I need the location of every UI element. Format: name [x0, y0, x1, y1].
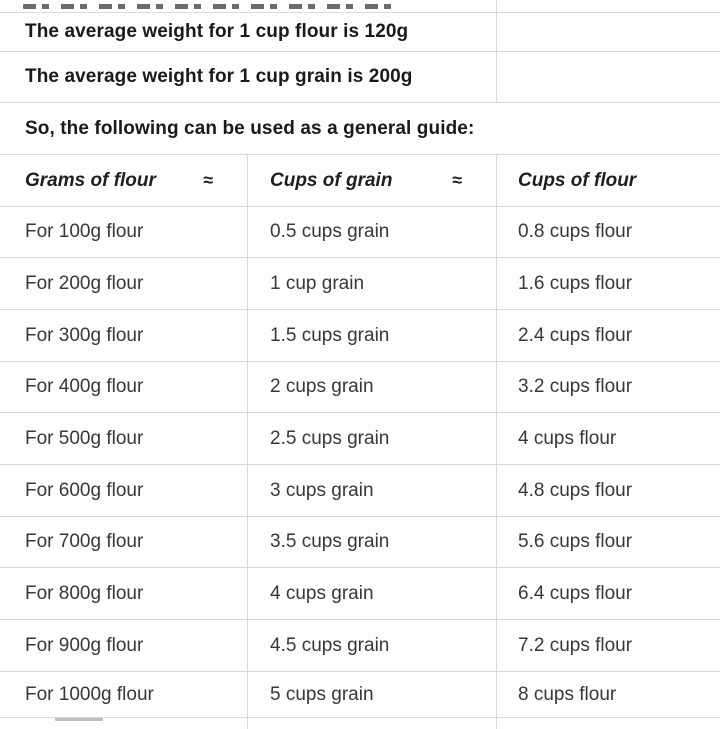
cell-cups-grain	[248, 568, 497, 619]
header-cups-of-grain-label: Cups of grain	[270, 169, 393, 191]
table-row-200g	[0, 258, 720, 310]
cell-cups-flour	[497, 310, 720, 361]
note-row-grain-weight	[0, 52, 720, 103]
table-row-800g	[0, 568, 720, 620]
cell-cups-grain	[248, 620, 497, 671]
grams-value: For 900g flour	[25, 634, 144, 656]
cell-grams	[0, 620, 248, 671]
note-cell-grain-empty	[497, 52, 720, 102]
cups-grain-value: 3 cups grain	[270, 479, 374, 501]
guide-note-row	[0, 103, 720, 155]
note-cell-grain-weight	[0, 52, 497, 102]
cell-cups-flour	[497, 517, 720, 567]
cell-cups-flour	[497, 465, 720, 516]
cups-grain-value: 0.5 cups grain	[270, 221, 390, 242]
table-row-100g	[0, 207, 720, 258]
cell-cups-flour	[497, 207, 720, 257]
cups-grain-value: 1.5 cups grain	[270, 324, 390, 346]
note-cell-flour-empty	[497, 13, 720, 51]
approx-equal-symbol: ≈	[452, 170, 462, 190]
flour-weight-note-text: The average weight for 1 cup flour is 120g	[25, 21, 409, 42]
cups-flour-value: 4.8 cups flour	[518, 479, 633, 501]
cell-cups-grain	[248, 310, 497, 361]
cell-cups-flour	[497, 362, 720, 412]
cups-flour-value: 2.4 cups flour	[518, 324, 633, 346]
cell-cups-grain	[248, 258, 497, 309]
cropped-text-sliver-top	[23, 4, 403, 9]
remnant-top-left-cell	[0, 0, 497, 12]
table-row-400g	[0, 362, 720, 413]
cell-grams	[0, 672, 248, 717]
table-row-500g	[0, 413, 720, 465]
cups-flour-value: 3.2 cups flour	[518, 376, 633, 397]
cell-grams	[0, 310, 248, 361]
header-cups-of-flour-label: Cups of flour	[518, 169, 637, 191]
guide-note-text: So, the following can be used as a general guide:	[25, 117, 475, 139]
cell-cups-flour	[497, 672, 720, 717]
cell-cups-flour	[497, 620, 720, 671]
cups-grain-value: 4 cups grain	[270, 582, 374, 604]
cups-grain-value: 3.5 cups grain	[270, 531, 390, 552]
cell-grams	[0, 517, 248, 567]
table-row-700g	[0, 517, 720, 568]
cell-grams	[0, 568, 248, 619]
header-cell-cups-of-grain	[248, 155, 497, 206]
cell-cups-grain	[248, 517, 497, 567]
grams-value: For 400g flour	[25, 376, 144, 397]
note-cell-flour-weight	[0, 13, 497, 51]
table-row-600g	[0, 465, 720, 517]
cell-cups-grain	[248, 362, 497, 412]
cups-grain-value: 5 cups grain	[270, 683, 374, 705]
cups-grain-value: 1 cup grain	[270, 272, 365, 294]
cups-flour-value: 5.6 cups flour	[518, 531, 633, 552]
header-cell-cups-of-flour	[497, 155, 720, 206]
cups-grain-value: 4.5 cups grain	[270, 634, 390, 656]
grams-value: For 700g flour	[25, 531, 144, 552]
cell-grams	[0, 207, 248, 257]
cell-cups-grain	[248, 465, 497, 516]
guide-note-cell	[0, 103, 720, 154]
grams-value: For 800g flour	[25, 582, 144, 604]
cropped-row-remnant-bottom	[0, 718, 720, 729]
cell-cups-flour	[497, 258, 720, 309]
grams-value: For 100g flour	[25, 221, 144, 242]
remnant-bottom-cell-3	[497, 718, 720, 729]
table-row-300g	[0, 310, 720, 362]
cropped-row-remnant-top	[0, 0, 720, 13]
grams-value: For 200g flour	[25, 272, 144, 294]
cell-cups-flour	[497, 568, 720, 619]
remnant-bottom-cell-2	[248, 718, 497, 729]
approx-equal-symbol: ≈	[203, 170, 213, 190]
table-header-row	[0, 155, 720, 207]
remnant-top-right-cell	[497, 0, 720, 12]
cups-grain-value: 2 cups grain	[270, 376, 374, 397]
cups-flour-value: 6.4 cups flour	[518, 582, 633, 604]
grams-value: For 1000g flour	[25, 683, 154, 705]
cell-cups-flour	[497, 413, 720, 464]
grams-value: For 300g flour	[25, 324, 144, 346]
cropped-text-sliver-bottom	[55, 718, 103, 721]
note-row-flour-weight	[0, 13, 720, 52]
cups-flour-value: 4 cups flour	[518, 427, 617, 449]
grams-value: For 500g flour	[25, 427, 144, 449]
cups-grain-value: 2.5 cups grain	[270, 427, 390, 449]
cups-flour-value: 1.6 cups flour	[518, 272, 633, 294]
cell-grams	[0, 362, 248, 412]
cell-cups-grain	[248, 207, 497, 257]
cups-flour-value: 7.2 cups flour	[518, 634, 633, 656]
table-row-1000g	[0, 672, 720, 718]
cell-grams	[0, 465, 248, 516]
cups-flour-value: 0.8 cups flour	[518, 221, 633, 242]
grain-weight-note-text: The average weight for 1 cup grain is 200g	[25, 66, 413, 87]
cell-grams	[0, 413, 248, 464]
header-cell-grams-of-flour	[0, 155, 248, 206]
cell-grams	[0, 258, 248, 309]
cell-cups-grain	[248, 413, 497, 464]
cell-cups-grain	[248, 672, 497, 717]
remnant-bottom-cell-1	[0, 718, 248, 729]
cups-flour-value: 8 cups flour	[518, 683, 617, 705]
table-row-900g	[0, 620, 720, 672]
header-grams-of-flour-label: Grams of flour	[25, 169, 156, 191]
grams-value: For 600g flour	[25, 479, 144, 501]
